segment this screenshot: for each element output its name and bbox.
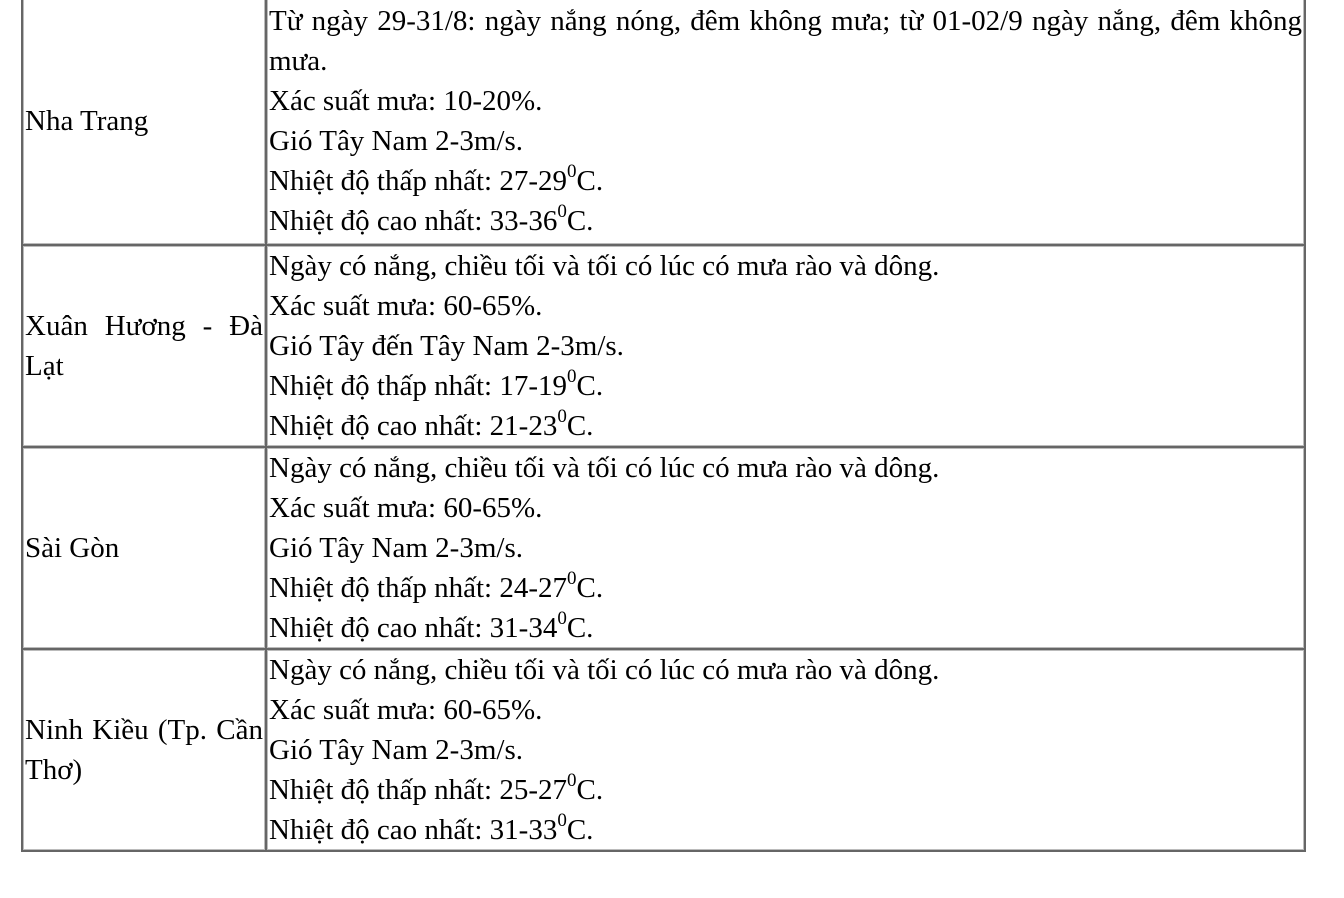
forecast-cell bbox=[266, 245, 1305, 447]
max-temperature: Nhiệt độ cao nhất: $31-33^0C$. bbox=[269, 810, 594, 846]
table-row bbox=[22, 649, 1305, 851]
rain-probability: Xác suất mưa: 60-65%. bbox=[269, 290, 543, 322]
wind-info: Gió Tây Nam 2-3m/s. bbox=[269, 125, 523, 157]
location-cell: Xuân Hương - Đà Lạt bbox=[22, 245, 266, 447]
table-row bbox=[22, 0, 1305, 245]
rain-probability: Xác suất mưa: 60-65%. bbox=[269, 492, 543, 524]
min-temperature: Nhiệt độ thấp nhất: $17-19^0C$. bbox=[269, 366, 604, 402]
wind-info: Gió Tây Nam 2-3m/s. bbox=[269, 532, 523, 564]
min-temperature: Nhiệt độ thấp nhất: $24-27^0C$. bbox=[269, 568, 604, 604]
rain-probability: Xác suất mưa: 60-65%. bbox=[269, 694, 543, 726]
rain-probability: Xác suất mưa: 10-20%. bbox=[269, 85, 543, 117]
max-temperature: Nhiệt độ cao nhất: $31-34^0C$. bbox=[269, 608, 594, 644]
max-temperature: Nhiệt độ cao nhất: $21-23^0C$. bbox=[269, 406, 594, 442]
table-row bbox=[22, 447, 1305, 649]
forecast-summary: Ngày có nắng, chiều tối và tối có lúc có mưa rào và dông. bbox=[269, 250, 940, 282]
weather-forecast-table bbox=[21, 0, 1306, 852]
location-cell: Sài Gòn bbox=[22, 447, 266, 649]
forecast-summary: Ngày có nắng, chiều tối và tối có lúc có mưa rào và dông. bbox=[269, 654, 940, 686]
forecast-summary: Ngày có nắng, chiều tối và tối có lúc có mưa rào và dông. bbox=[269, 452, 940, 484]
min-temperature: Nhiệt độ thấp nhất: $27-29^0C$. bbox=[269, 161, 604, 197]
forecast-cell bbox=[266, 649, 1305, 851]
forecast-cell bbox=[266, 447, 1305, 649]
max-temperature: Nhiệt độ cao nhất: $33-36^0C$. bbox=[269, 201, 594, 237]
table-row bbox=[22, 245, 1305, 447]
min-temperature: Nhiệt độ thấp nhất: $25-27^0C$. bbox=[269, 770, 604, 806]
wind-info: Gió Tây đến Tây Nam 2-3m/s. bbox=[269, 330, 624, 362]
forecast-summary: Từ ngày 29-31/8: ngày nắng nóng, đêm không mưa; từ 01-02/9 ngày nắng, đêm không mưa. bbox=[269, 5, 1302, 77]
forecast-cell bbox=[266, 0, 1305, 245]
location-cell: Ninh Kiều (Tp. Cần Thơ) bbox=[22, 649, 266, 851]
location-cell: Nha Trang bbox=[22, 0, 266, 245]
wind-info: Gió Tây Nam 2-3m/s. bbox=[269, 734, 523, 766]
